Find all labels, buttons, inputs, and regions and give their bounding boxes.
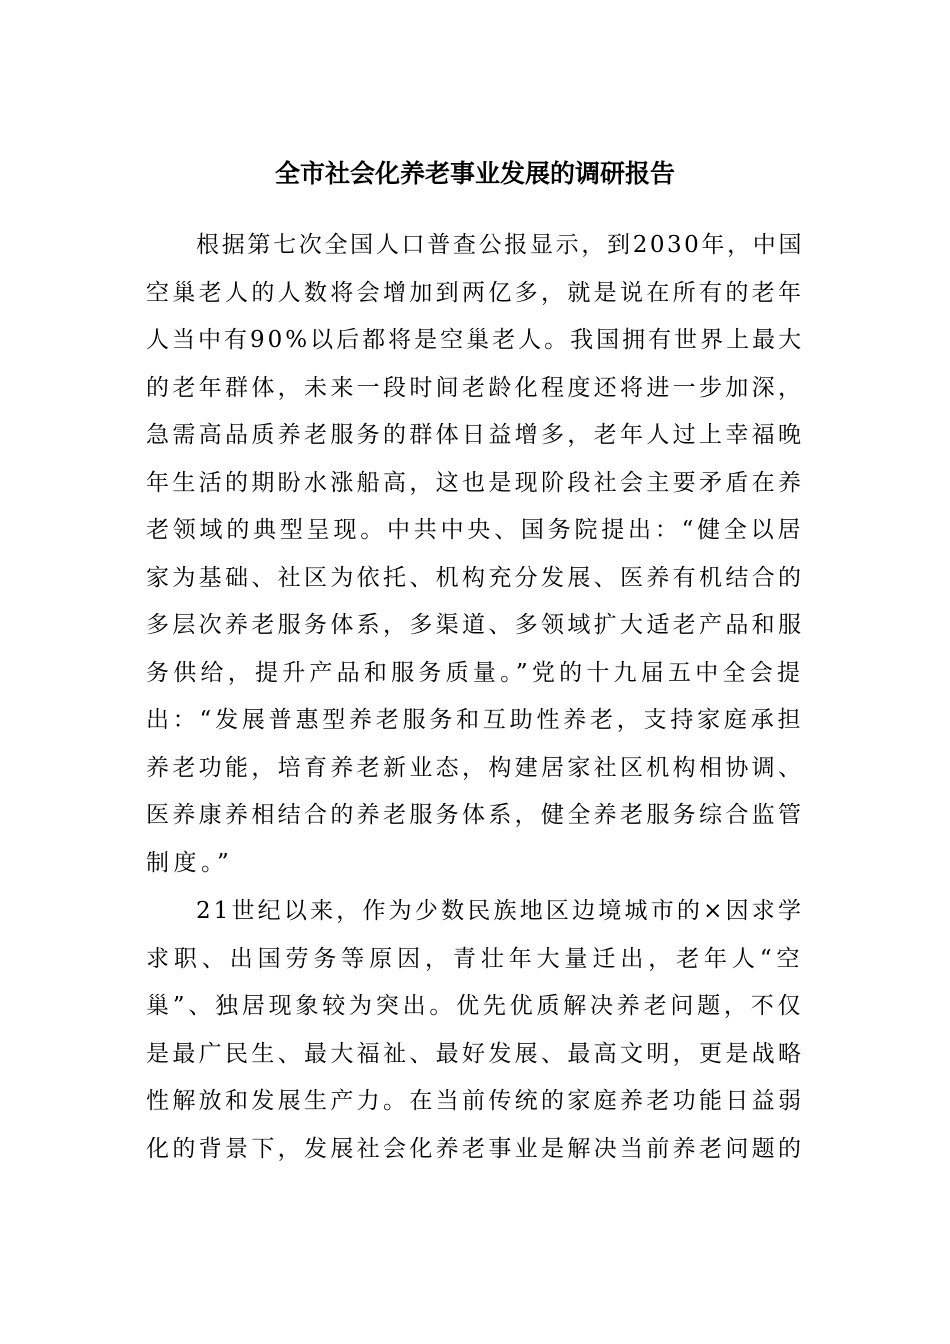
document-title: 全市社会化养老事业发展的调研报告 — [274, 159, 675, 188]
text-line: 空巢老人的人数将会增加到两亿多，就是说在所有的老年 — [146, 279, 804, 306]
paragraph-2 — [146, 888, 804, 1173]
text-line: 多层次养老服务体系，多渠道、多领域扩大适老产品和服 — [146, 612, 804, 638]
paragraph-1 — [146, 222, 804, 887]
text-line: 家为基础、社区为依托、机构充分发展、医养有机结合的 — [146, 564, 804, 591]
text-line: 巢”、独居现象较为突出。优先优质解决养老问题，不仅 — [146, 993, 804, 1019]
text-line: 是最广民生、最大福祉、最好发展、最高文明，更是战略 — [146, 1040, 804, 1067]
text-line: 养老功能，培育养老新业态，构建居家社区机构相协调、 — [146, 754, 804, 781]
text-line: 的老年群体，未来一段时间老龄化程度还将进一步加深， — [146, 374, 804, 401]
text-line: 21世纪以来，作为少数民族地区边境城市的×因求学 — [196, 898, 804, 924]
text-line: 化的背景下，发展社会化养老事业是解决当前养老问题的 — [146, 1135, 804, 1162]
text-line: 人当中有90%以后都将是空巢老人。我国拥有世界上最大 — [146, 327, 805, 353]
text-line: 出：“发展普惠型养老服务和互助性养老，支持家庭承担 — [146, 707, 804, 733]
text-line: 老领域的典型呈现。中共中央、国务院提出：“健全以居 — [146, 517, 804, 543]
text-line: 制度。” — [146, 849, 234, 876]
text-line: 急需高品质养老服务的群体日益增多，老年人过上幸福晚 — [146, 422, 804, 448]
text-line: 年生活的期盼水涨船高，这也是现阶段社会主要矛盾在养 — [146, 469, 804, 496]
text-line: 性解放和发展生产力。在当前传统的家庭养老功能日益弱 — [146, 1088, 804, 1114]
text-line: 医养康养相结合的养老服务体系，健全养老服务综合监管 — [146, 802, 804, 828]
text-line: 务供给，提升产品和服务质量。”党的十九届五中全会提 — [146, 659, 804, 686]
text-line: 求职、出国劳务等原因，青壮年大量迁出，老年人“空 — [146, 945, 804, 972]
text-line: 根据第七次全国人口普查公报显示，到2030年，中国 — [196, 232, 804, 258]
